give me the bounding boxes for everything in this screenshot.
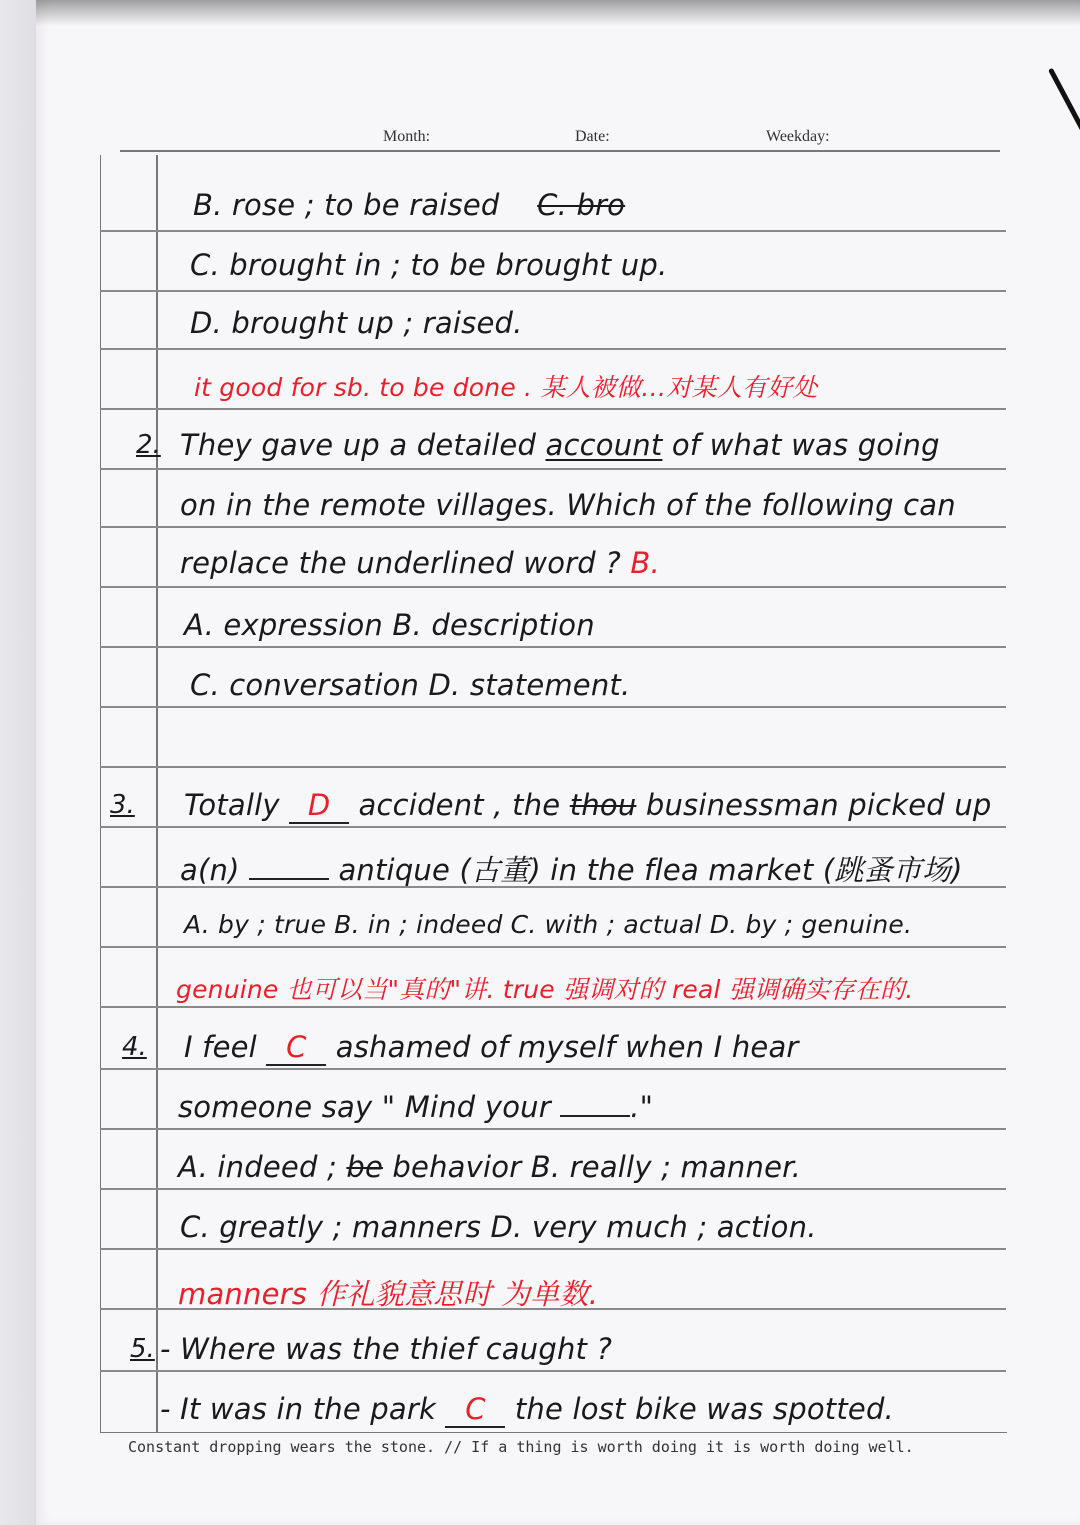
- rule-line: [100, 408, 1006, 410]
- question-2-line-1: They gave up a detailed account of what was going: [180, 428, 940, 462]
- crossed-out-text: be: [346, 1150, 384, 1184]
- question-3-options: A. by ; true B. in ; indeed C. with ; actual D. by ; genuine.: [184, 910, 913, 939]
- question-5-line-2: - It was in the park C the lost bike was spotted.: [160, 1392, 894, 1426]
- question-4-line-2: someone say " Mind your .": [178, 1090, 654, 1124]
- question-2-line-3: replace the underlined word ? B.: [180, 546, 660, 580]
- date-label: Date:: [575, 128, 610, 145]
- rule-line: [100, 766, 1006, 768]
- rule-line: [100, 230, 1006, 232]
- question-5-line-1: - Where was the thief caught ?: [160, 1332, 613, 1366]
- option-c-line: C. brought in ; to be brought up.: [190, 248, 668, 282]
- question-3-line-1: Totally D accident , the thou businessman picked up: [184, 788, 992, 822]
- rule-line: [100, 1128, 1006, 1130]
- rule-line: [100, 1068, 1006, 1070]
- empty-blank: [560, 1115, 630, 1117]
- question-2-line-2: on in the remote villages. Which of the following can: [180, 488, 956, 522]
- crossed-out-text: C. bro: [537, 188, 626, 222]
- rule-line: [100, 1006, 1006, 1008]
- rule-line: [100, 706, 1006, 708]
- question-2-options-ab: A. expression B. description: [184, 608, 595, 642]
- binding-edge: [0, 0, 40, 1525]
- answer-mark: B.: [630, 546, 660, 580]
- rule-line: [100, 348, 1006, 350]
- rule-line: [100, 586, 1006, 588]
- rule-line: [100, 290, 1006, 292]
- rule-line: [100, 1248, 1006, 1250]
- page-header: [0, 128, 1080, 152]
- rule-line: [100, 468, 1006, 470]
- answer-blank: C: [445, 1392, 505, 1428]
- rule-line: [100, 1370, 1006, 1372]
- empty-blank: [249, 878, 329, 880]
- rule-line: [100, 946, 1006, 948]
- question-4-options-cd: C. greatly ; manners D. very much ; action.: [180, 1210, 817, 1244]
- underlined-word: account: [545, 428, 663, 462]
- header-rule: [120, 150, 1000, 152]
- question-number-2: 2.: [136, 430, 161, 460]
- question-number-5: 5.: [130, 1334, 155, 1364]
- crossed-out-text: thou: [569, 788, 637, 822]
- answer-blank: C: [266, 1030, 326, 1066]
- question-2-options-cd: C. conversation D. statement.: [190, 668, 631, 702]
- note-line-manners: manners 作礼貌意思时 为单数.: [178, 1277, 599, 1311]
- note-line: it good for sb. to be done . 某人被做…对某人有好处: [194, 373, 818, 402]
- rule-line: [100, 526, 1006, 528]
- option-d-line: D. brought up ; raised.: [190, 306, 523, 340]
- question-number-4: 4.: [122, 1032, 147, 1062]
- question-3-line-2: a(n) antique (古董) in the flea market (跳蚤市场): [180, 853, 963, 887]
- answer-blank: D: [289, 788, 349, 824]
- option-b-line: B. rose ; to be raised C. bro: [193, 188, 626, 222]
- footer-motto: Constant dropping wears the stone. // If a thing is worth doing it is worth doing well.: [128, 1438, 914, 1456]
- rule-line: [100, 646, 1006, 648]
- rule-line: [100, 1188, 1006, 1190]
- month-label: Month:: [383, 128, 431, 145]
- question-4-options-ab: A. indeed ; be behavior B. really ; manner.: [178, 1150, 801, 1184]
- rule-line: [100, 826, 1006, 828]
- question-4-line-1: I feel C ashamed of myself when I hear: [184, 1030, 799, 1064]
- margin-line: [156, 155, 158, 1433]
- question-number-3: 3.: [110, 790, 135, 820]
- weekday-label: Weekday:: [766, 128, 830, 145]
- scan-shadow: [36, 0, 1080, 26]
- note-line-genuine: genuine 也可以当"真的"讲. true 强调对的 real 强调确实存在的.: [176, 975, 914, 1004]
